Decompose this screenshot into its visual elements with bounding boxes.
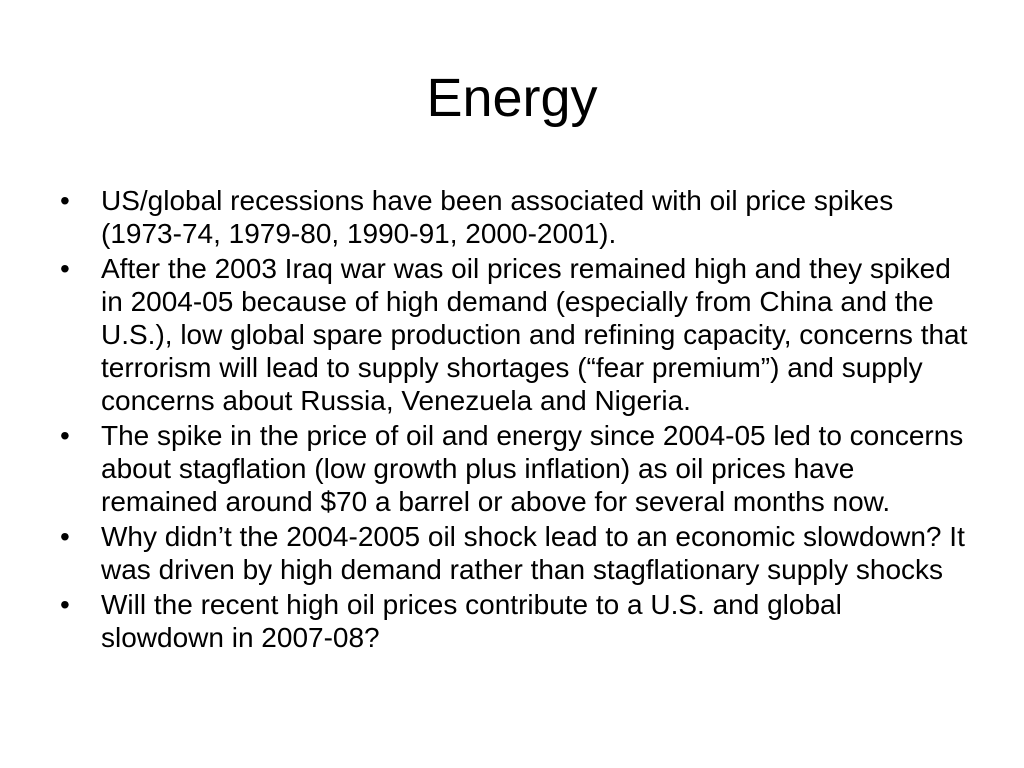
bullet-item [60, 184, 970, 250]
bullet-text: Will the recent high oil prices contribute to a U.S. and global slowdown in 2007-08? [101, 589, 842, 653]
slide-title: Energy [426, 68, 598, 128]
bullet-item [60, 520, 970, 586]
bullet-text: Why didn’t the 2004-2005 oil shock lead to an economic slowdown? It was driven by high demand rather than stagflationary supply shocks [101, 521, 965, 585]
bullet-marker: • [60, 185, 70, 216]
bullet-text: US/global recessions have been associated with oil price spikes (1973-74, 1979-80, 1990-91, 2000-2001). [101, 185, 894, 249]
bullet-marker: • [60, 589, 70, 620]
bullet-item [60, 419, 970, 518]
bullet-item [60, 588, 970, 654]
bullet-text: After the 2003 Iraq war was oil prices remained high and they spiked in 2004-05 because of high demand (especially from China and the U.S.), low global spare production and refining capacity, concerns that terrorism will lead to supply shortages (“fear premium”) and supply concerns about Russia, Venezuela and Nigeria. [101, 253, 968, 416]
bullet-list [60, 184, 970, 656]
bullet-text: The spike in the price of oil and energy since 2004-05 led to concerns about stagflation (low growth plus inflation) as oil prices have remained around $70 a barrel or above for several months now. [101, 420, 964, 517]
bullet-item [60, 252, 970, 417]
bullet-marker: • [60, 420, 70, 451]
bullet-marker: • [60, 521, 70, 552]
bullet-marker: • [60, 253, 70, 284]
